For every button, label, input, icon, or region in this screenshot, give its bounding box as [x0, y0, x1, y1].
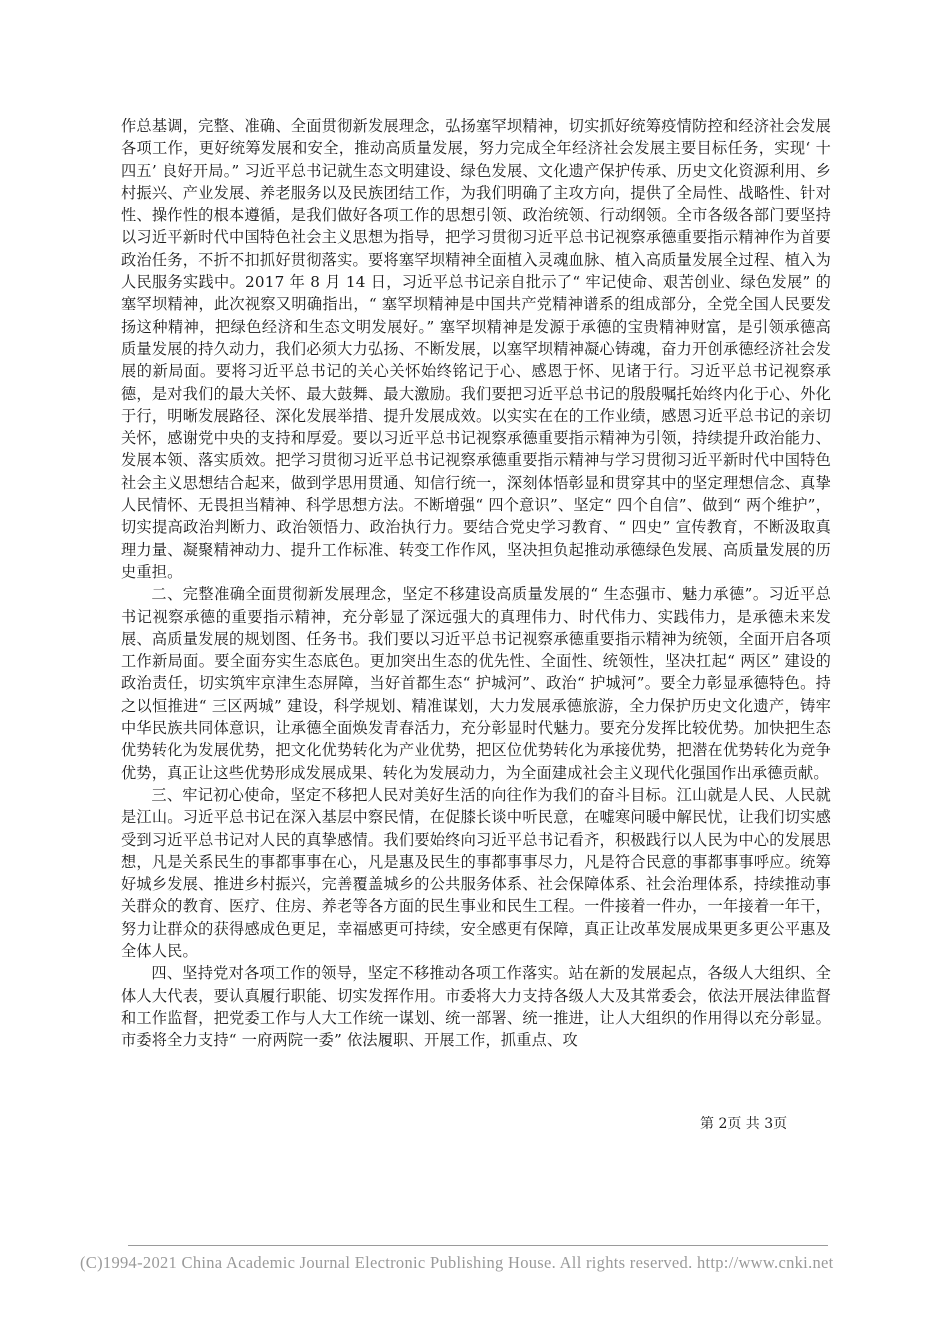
paragraph-section-2: 二、完整准确全面贯彻新发展理念，坚定不移建设高质量发展的“ 生态强市、魅力承德”。习近平总书记视察承德的重要指示精神，充分彰显了深远强大的真理伟力、时代伟力、实践伟力，是承德未来发展、高质量发展的规划图、任务书。我们要以习近平总书记视察承德重要指示精神为统领，全面开启各项工作新局面。要全面夯实生态底色。更加突出生态的优先性、全面性、统领性，坚决扛起“ 两区” 建设的政治责任，切实筑牢京津生态屏障，当好首都生态“ 护城河”、政治“ 护城河”。要全力彰显承德特色。持之以恒推进“ 三区两城” 建设，科学规划、精准谋划，大力发展承德旅游，全力保护历史文化遗产，铸牢中华民族共同体意识，让承德全面焕发青春活力，充分彰显时代魅力。要充分发挥比较优势。加快把生态优势转化为发展优势，把文化优势转化为产业优势，把区位优势转化为承接优势，把潜在优势转化为竞争优势，真正让这些优势形成发展成果、转化为发展动力，为全面建成社会主义现代化强国作出承德贡献。 [121, 585, 831, 782]
article-body [121, 115, 831, 1051]
paragraph-section-4: 四、坚持党对各项工作的领导，坚定不移推动各项工作落实。站在新的发展起点，各级人大组织、全体人大代表，要认真履行职能、切实发挥作用。市委将大力支持各级人大及其常委会，依法开展法律监督和工作监督，把党委工作与人大工作统一谋划、统一部署、统一推进，让人大组织的作用得以充分彰显。市委将全力支持“ 一府两院一委” 依法履职、开展工作，抓重点、攻 [121, 964, 831, 1050]
paragraph-section-3: 三、牢记初心使命，坚定不移把人民对美好生活的向往作为我们的奋斗目标。江山就是人民、人民就是江山。习近平总书记在深入基层中察民情，在促膝长谈中听民意，在嘘寒问暖中解民忧，让我们切实感受到习近平总书记对人民的真挚感情。我们要始终向习近平总书记看齐，积极践行以人民为中心的发展思想，凡是关系民生的事都事事在心，凡是惠及民生的事都事事尽力，凡是符合民意的事都事事呼应。统筹好城乡发展、推进乡村振兴，完善覆盖城乡的公共服务体系、社会保障体系、社会治理体系，持续推动事关群众的教育、医疗、住房、养老等各方面的民生事业和民生工程。一件接着一件办，一年接着一年干，努力让群众的获得感成色更足，幸福感更可持续，安全感更有保障，真正让改革发展成果更多更公平惠及全体人民。 [121, 785, 831, 960]
footer-divider [128, 1245, 828, 1246]
page-number-footer: 第 2页 共 3页 [700, 1116, 788, 1132]
copyright-notice: (C)1994-2021 China Academic Journal Electronic Publishing House. All rights reserved. http://www.cnki.net [80, 1253, 834, 1272]
paragraph-1-continued: 作总基调，完整、准确、全面贯彻新发展理念，弘扬塞罕坝精神，切实抓好统筹疫情防控和经济社会发展各项工作，更好统筹发展和安全，推动高质量发展，努力完成全年经济社会发展主要目标任务，实现‘ 十四五’ 良好开局。” 习近平总书记就生态文明建设、绿色发展、文化遗产保护传承、历史文化资源利用、乡村振兴、产业发展、养老服务以及民族团结工作，为我们明确了主攻方向，提供了全局性、战略性、针对性、操作性的根本遵循，是我们做好各项工作的思想引领、政治统领、行动纲领。全市各级各部门要坚持以习近平新时代中国特色社会主义思想为指导，把学习贯彻习近平总书记视察承德重要指示精神作为首要政治任务，不折不扣抓好贯彻落实。要将塞罕坝精神全面植入灵魂血脉、植入高质量发展全过程、植入为人民服务实践中。2017 年 8 月 14 日，习近平总书记亲自批示了“ 牢记使命、艰苦创业、绿色发展” 的塞罕坝精神，此次视察又明确指出，“ 塞罕坝精神是中国共产党精神谱系的组成部分，全党全国人民要发扬这种精神，把绿色经济和生态文明发展好。” 塞罕坝精神是发源于承德的宝贵精神财富，是引领承德高质量发展的持久动力，我们必须大力弘扬、不断发展，以塞罕坝精神凝心铸魂，奋力开创承德经济社会发展的新局面。要将习近平总书记的关心关怀始终铭记于心、感恩于怀、见诸于行。习近平总书记视察承德，是对我们的最大关怀、最大鼓舞、最大激励。我们要把习近平总书记的殷殷嘱托始终内化于心、外化于行，明晰发展路径、深化发展举措、提升发展成效。以实实在在的工作业绩，感恩习近平总书记的亲切关怀，感谢党中央的支持和厚爱。要以习近平总书记视察承德重要指示精神为引领，持续提升政治能力、发展本领、落实质效。把学习贯彻习近平总书记视察承德重要指示精神与学习贯彻习近平新时代中国特色社会主义思想结合起来，做到学思用贯通、知信行统一，深刻体悟彰显和贯穿其中的坚定理想信念、真挚人民情怀、无畏担当精神、科学思想方法。不断增强“ 四个意识”、坚定“ 四个自信”、做到“ 两个维护”，切实提高政治判断力、政治领悟力、政治执行力。要结合党史学习教育、“ 四史” 宣传教育，不断汲取真理力量、凝聚精神动力、提升工作标准、转变工作作风，坚决担负起推动承德绿色发展、高质量发展的历史重担。 [121, 117, 831, 581]
